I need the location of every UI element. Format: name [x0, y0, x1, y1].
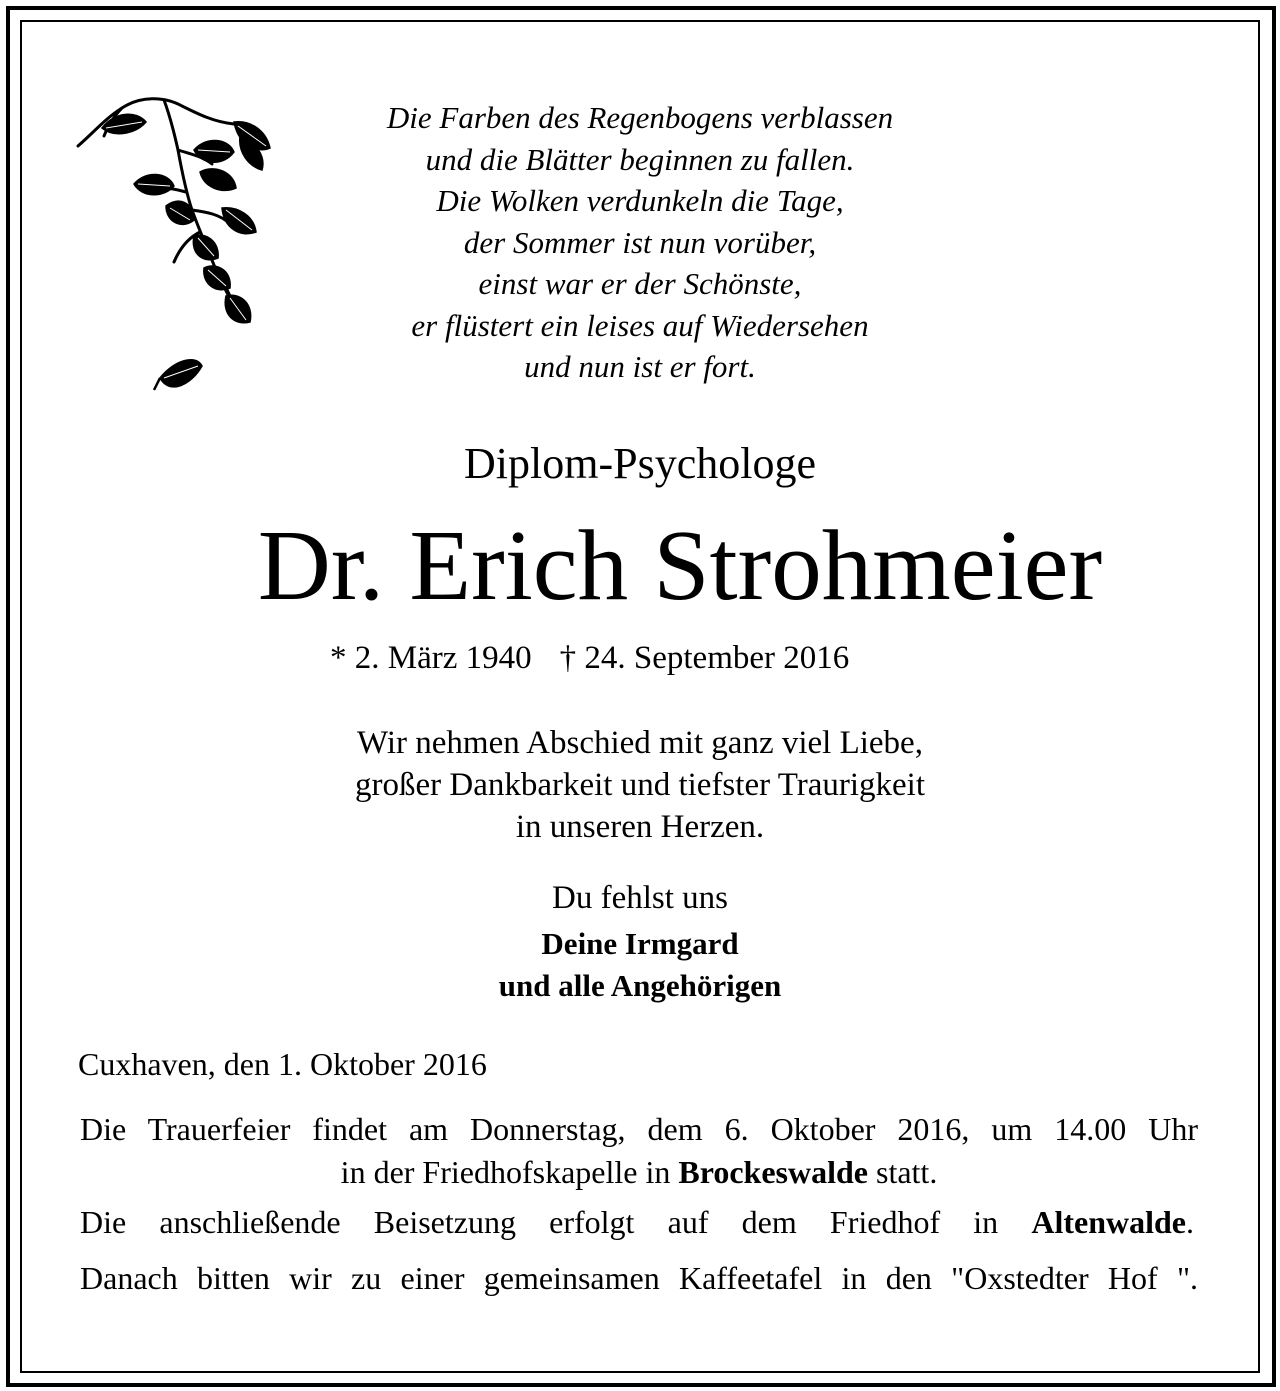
signatory: Deine Irmgard: [541, 926, 739, 961]
chapel-location: Brockeswalde: [678, 1154, 868, 1190]
farewell-line: in unseren Herzen.: [515, 809, 765, 845]
poem-line: der Sommer ist nun vorüber,: [463, 224, 817, 260]
miss-text: Du fehlst uns: [552, 880, 728, 916]
professional-title: Diplom-Psychologe: [464, 439, 816, 488]
poem-line: Die Farben des Regenbogens verblassen: [386, 100, 894, 135]
service-line-2: [80, 1151, 1198, 1194]
deceased-name: Dr. Erich Strohmeier: [257, 509, 1103, 621]
poem-line: und die Blätter beginnen zu fallen.: [425, 141, 855, 177]
poem: [300, 97, 980, 388]
poem-line: und nun ist er fort.: [524, 349, 756, 384]
farewell-text: [0, 722, 1280, 848]
place-date: Cuxhaven, den 1. Oktober 2016: [78, 1046, 487, 1082]
poem-line: einst war er der Schönste,: [478, 266, 802, 301]
death-date: † 24. September 2016: [559, 640, 850, 676]
service-line-2-text: in der Friedhofskapelle in: [340, 1154, 679, 1190]
service-line-1: Die Trauerfeier findet am Donnerstag, dem 6. Oktober 2016, um 14.00 Uhr: [80, 1111, 1198, 1147]
signatory: und alle Angehörigen: [498, 968, 782, 1003]
funeral-service-info: [80, 1108, 1198, 1194]
farewell-line: großer Dankbarkeit und tiefster Traurigkeit: [354, 767, 926, 803]
poem-line: Die Wolken verdunkeln die Tage,: [436, 183, 844, 218]
signatories: [0, 923, 1280, 1007]
birth-date: * 2. März 1940: [330, 640, 532, 676]
burial-text: Die anschließende Beisetzung erfolgt auf dem Friedhof in: [80, 1204, 1032, 1240]
life-dates: [330, 636, 970, 680]
service-line-2-end: statt.: [867, 1154, 938, 1190]
cemetery-location: Altenwalde: [1031, 1204, 1186, 1240]
burial-info: [80, 1200, 1194, 1244]
burial-end: .: [1186, 1204, 1194, 1240]
farewell-line: Wir nehmen Abschied mit ganz viel Liebe,: [357, 725, 923, 761]
falling-leaves-branch-icon: [74, 92, 284, 417]
coffee-invitation: Danach bitten wir zu einer gemeinsamen Kaffeetafel in den "Oxstedter Hof ".: [80, 1260, 1198, 1296]
poem-line: er flüstert ein leises auf Wiedersehen: [411, 307, 869, 343]
